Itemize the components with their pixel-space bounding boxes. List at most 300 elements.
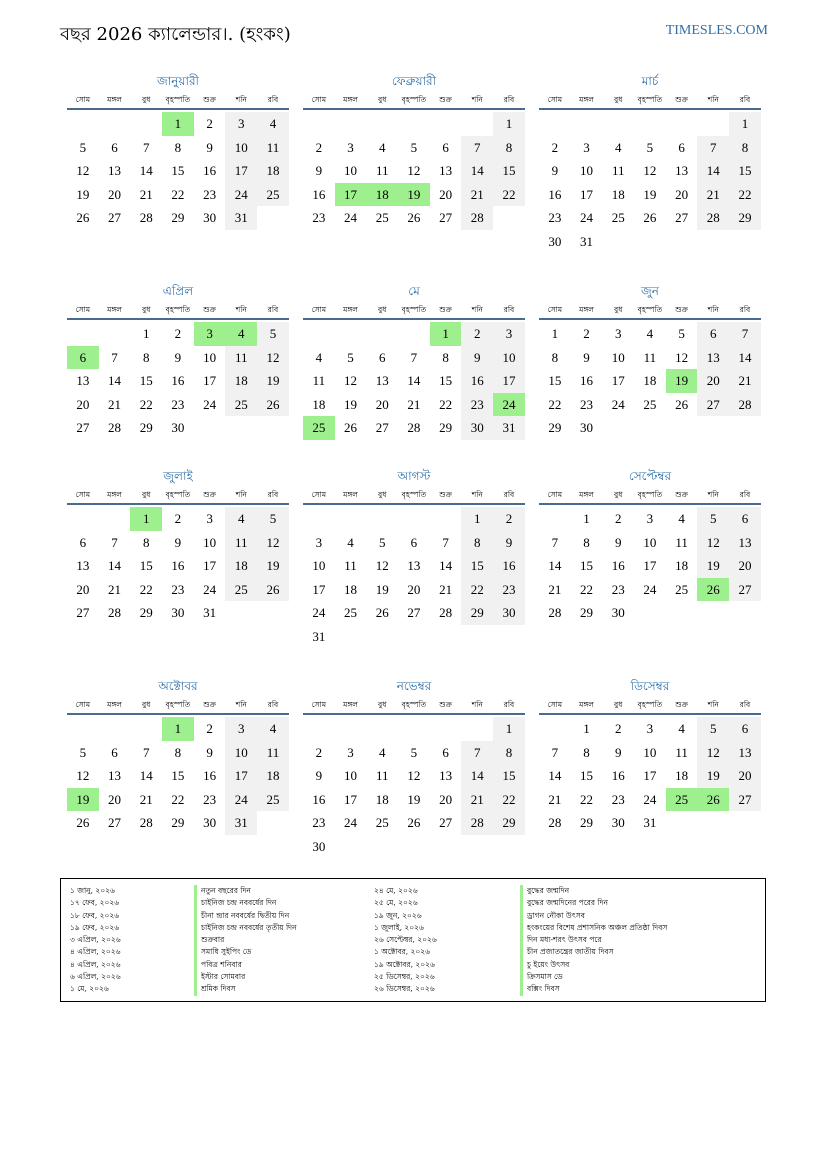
day-cell: 7 [442,534,449,550]
weekday-label: রবি [503,490,515,499]
day-cell: 18 [344,581,358,597]
day-cell: 14 [548,768,562,783]
day-cell: 4 [225,507,257,531]
empty-cell [99,112,131,136]
day-grid [303,507,525,648]
day-cell: 2 [315,744,323,760]
day-cell: 20 [697,369,729,393]
day-cell: 8 [142,349,150,365]
day-cell: 22 [580,581,594,597]
weekday-label: বৃহস্পতি [637,95,663,104]
day-cell: 13 [439,163,453,178]
weekday-label: রবি [503,95,515,104]
weekday-header [67,301,289,320]
empty-cell [666,416,698,440]
day-cell: 3 [347,139,354,155]
day-cell: 29 [171,210,185,225]
weekday-label: সোম [311,95,327,104]
day-cell: 17 [643,768,657,783]
day-cell: 27 [439,210,453,225]
month-block [67,466,289,625]
day-cell: 8 [493,136,525,160]
day-cell: 5 [646,139,654,155]
day-cell: 9 [493,531,525,555]
weekday-header [539,486,761,505]
day-cell: 1 [729,112,761,136]
day-cell: 16 [312,791,326,807]
day-cell: 28 [139,210,153,225]
weekday-header [539,91,761,110]
month-name: এপ্রিল [162,284,194,298]
day-cell: 11 [225,346,257,370]
day-cell: 11 [257,741,289,765]
weekday-label: বৃহস্পতি [165,95,191,104]
holiday-name: দিন মধ্য-শরৎ উৎসব পরে [520,934,667,946]
empty-cell [398,717,430,741]
day-cell: 26 [675,396,689,412]
day-cell: 23 [461,393,493,417]
weekday-header [67,91,289,110]
holiday-name: শ্রমিক দিবস [194,983,297,995]
day-cell: 2 [583,326,590,341]
day-cell: 13 [108,163,122,178]
site-link[interactable]: TIMESLES.COM [665,23,768,38]
weekday-label: মঙ্গল [343,95,358,104]
day-cell: 24 [344,815,358,830]
empty-cell [461,112,493,136]
day-cell: 6 [79,534,87,550]
day-cell: 25 [643,396,657,412]
month-name: ফেব্রুয়ারী [391,74,437,88]
weekday-label: বুধ [614,305,623,314]
day-cell: 17 [312,581,326,597]
day-cell: 28 [108,605,122,620]
day-cell: 18 [225,554,257,578]
empty-cell [303,322,335,346]
weekday-label: সোম [547,700,563,709]
day-cell: 28 [139,815,153,830]
day-cell: 25 [225,393,257,417]
day-cell: 11 [312,373,326,388]
day-cell: 3 [493,322,525,346]
day-cell: 8 [551,349,559,365]
day-cell: 6 [442,744,449,760]
weekday-header [303,301,525,320]
day-cell: 6 [678,139,685,155]
day-cell: 27 [675,210,689,225]
empty-cell [729,811,761,835]
day-grid [539,507,761,625]
day-cell: 3 [225,112,257,136]
weekday-label: বৃহস্পতি [165,700,191,709]
day-cell: 26 [257,393,289,417]
holiday-name: বুদ্ধের জন্মদিনের পরের দিন [520,897,667,909]
day-cell: 10 [643,744,657,760]
day-cell: 27 [108,815,122,830]
month-block [303,676,525,858]
day-cell: 16 [171,373,185,388]
day-cell: 22 [580,791,594,807]
day-cell: 14 [548,558,562,573]
day-cell: 12 [257,346,289,370]
weekday-label: শুক্র [439,95,452,104]
month-block [67,281,289,440]
day-cell: 12 [675,349,689,365]
day-cell: 10 [225,136,257,160]
holiday-date: ৬ এপ্রিল, ২০২৬ [70,972,121,982]
day-cell: 23 [171,581,185,597]
day-cell: 29 [729,206,761,230]
day-cell: 7 [551,534,559,550]
empty-cell [634,416,666,440]
day-cell: 6 [111,139,118,155]
holiday-day-cell: 26 [697,788,729,812]
day-cell: 31 [643,815,657,830]
day-cell: 16 [580,373,594,388]
month-block [303,466,525,648]
day-cell: 21 [407,396,421,412]
day-cell: 21 [439,581,453,597]
day-cell: 29 [493,811,525,835]
day-cell: 31 [580,233,594,249]
empty-cell [666,112,698,136]
page-title: বছর 2026 ক্যালেন্ডার।. (হংকং) [60,24,291,45]
weekday-label: শনি [471,305,483,314]
day-cell: 7 [142,139,150,155]
month-block [67,71,289,230]
day-cell: 10 [203,349,217,365]
day-cell: 18 [643,373,657,388]
day-cell: 6 [111,744,118,760]
weekday-label: বুধ [142,305,151,314]
day-cell: 5 [410,139,418,155]
weekday-label: বুধ [142,490,151,499]
empty-cell [99,717,131,741]
day-cell: 30 [493,601,525,625]
day-cell: 7 [729,322,761,346]
day-cell: 23 [203,186,217,202]
day-cell: 30 [312,838,326,854]
weekday-label: বৃহস্পতি [637,490,663,499]
empty-cell [303,717,335,741]
empty-cell [398,322,430,346]
weekday-label: সোম [75,95,91,104]
empty-cell [366,625,398,649]
day-cell: 25 [257,183,289,207]
day-cell: 21 [548,791,562,807]
day-cell: 17 [493,369,525,393]
day-cell: 4 [646,326,654,341]
day-cell: 20 [407,581,421,597]
day-cell: 10 [203,534,217,550]
month-name: নভেম্বর [396,679,432,693]
month-name: জুন [641,284,659,298]
day-cell: 4 [315,349,323,365]
day-cell: 9 [206,744,213,760]
weekday-label: শনি [707,305,719,314]
day-cell: 1 [142,326,150,341]
day-cell: 16 [203,768,217,783]
empty-cell [257,416,289,440]
day-cell: 26 [407,210,421,225]
day-cell: 25 [375,210,389,225]
weekday-label: মঙ্গল [343,700,358,709]
weekday-label: শুক্র [439,305,452,314]
day-cell: 25 [344,605,358,620]
weekday-label: সোম [75,700,91,709]
weekday-label: বৃহস্পতি [401,305,427,314]
weekday-label: বুধ [142,95,151,104]
day-cell: 3 [206,511,213,526]
day-cell: 8 [442,349,449,365]
weekday-label: শনি [235,95,247,104]
day-cell: 4 [678,721,685,736]
holiday-day-cell: 19 [398,183,430,207]
day-cell: 22 [461,578,493,602]
day-cell: 15 [439,373,453,388]
day-cell: 29 [439,420,453,435]
weekday-label: রবি [739,305,751,314]
day-cell: 4 [347,534,354,550]
day-cell: 18 [675,558,689,573]
day-cell: 21 [139,791,153,807]
day-cell: 23 [493,578,525,602]
empty-cell [493,206,525,230]
day-cell: 7 [142,744,150,760]
empty-cell [666,601,698,625]
day-cell: 14 [108,558,122,573]
day-cell: 12 [407,163,421,178]
day-cell: 16 [611,558,625,573]
day-cell: 4 [257,717,289,741]
weekday-label: শনি [235,305,247,314]
day-cell: 27 [439,815,453,830]
day-cell: 16 [461,369,493,393]
day-cell: 18 [257,159,289,183]
day-cell: 8 [493,741,525,765]
day-cell: 9 [315,163,323,178]
empty-cell [666,811,698,835]
day-cell: 26 [375,605,389,620]
day-cell: 25 [675,581,689,597]
day-cell: 12 [697,741,729,765]
day-cell: 11 [611,163,625,178]
day-cell: 9 [174,534,182,550]
empty-cell [398,507,430,531]
day-cell: 11 [675,744,688,760]
day-cell: 22 [493,183,525,207]
month-name: অক্টোবর [158,679,198,693]
empty-cell [729,230,761,254]
day-cell: 23 [312,210,326,225]
day-cell: 30 [580,420,594,435]
day-cell: 16 [203,163,217,178]
empty-cell [461,625,493,649]
weekday-header [303,696,525,715]
weekday-label: শুক্র [675,305,688,314]
day-grid [303,717,525,858]
holiday-day-cell: 19 [666,369,698,393]
day-cell: 16 [312,186,326,202]
day-cell: 6 [378,349,386,365]
day-cell: 20 [76,396,90,412]
weekday-header [67,486,289,505]
day-cell: 10 [312,558,326,573]
weekday-label: রবি [739,700,751,709]
day-cell: 24 [643,791,657,807]
day-grid [303,322,525,440]
day-cell: 20 [108,791,122,807]
weekday-label: মঙ্গল [107,700,122,709]
day-cell: 19 [697,764,729,788]
day-cell: 30 [611,815,625,830]
day-cell: 24 [611,396,625,412]
day-cell: 10 [344,163,358,178]
empty-cell [366,717,398,741]
weekday-label: শুক্র [203,305,216,314]
day-cell: 22 [139,581,153,597]
empty-cell [194,416,226,440]
empty-cell [130,717,162,741]
day-cell: 28 [548,815,562,830]
day-grid [67,717,289,835]
empty-cell [539,507,571,531]
empty-cell [398,112,430,136]
day-cell: 21 [108,581,122,597]
day-cell: 2 [493,507,525,531]
day-cell: 28 [729,393,761,417]
day-cell: 9 [206,139,213,155]
day-cell: 21 [461,788,493,812]
day-cell: 27 [375,420,389,435]
day-cell: 12 [643,163,657,178]
month-block [539,281,761,440]
empty-cell [430,717,462,741]
day-cell: 18 [225,369,257,393]
weekday-label: মঙ্গল [579,95,594,104]
weekday-label: মঙ্গল [579,490,594,499]
day-cell: 10 [344,768,358,783]
empty-cell [366,112,398,136]
day-cell: 25 [375,815,389,830]
day-cell: 1 [493,717,525,741]
day-cell: 24 [225,183,257,207]
holiday-date: ২৪ মে, ২০২৬ [374,886,418,895]
holiday-date: ২৫ ডিসেম্বর, ২০২৬ [374,972,435,982]
weekday-label: সোম [311,490,327,499]
day-cell: 30 [171,605,185,620]
day-cell: 27 [108,210,122,225]
day-cell: 12 [344,373,358,388]
day-cell: 3 [225,717,257,741]
weekday-label: শুক্র [439,490,452,499]
day-cell: 21 [108,396,122,412]
day-cell: 23 [580,396,594,412]
holiday-day-cell: 24 [493,393,525,417]
day-cell: 13 [375,373,389,388]
day-cell: 20 [439,791,453,807]
day-grid [67,112,289,230]
day-cell: 30 [203,210,217,225]
weekday-header [67,696,289,715]
holiday-name: শুক্রবার [194,934,297,946]
empty-cell [335,625,367,649]
empty-cell [67,322,99,346]
day-cell: 4 [614,139,622,155]
day-cell: 19 [76,186,90,202]
day-cell: 12 [697,531,729,555]
day-cell: 13 [407,558,421,573]
day-cell: 7 [697,136,729,160]
day-cell: 20 [675,186,689,202]
day-cell: 24 [344,210,358,225]
day-cell: 13 [76,558,90,573]
day-cell: 30 [171,420,185,435]
empty-cell [335,835,367,859]
day-cell: 15 [461,554,493,578]
empty-cell [67,507,99,531]
day-cell: 18 [675,768,689,783]
day-cell: 5 [697,717,729,741]
weekday-label: সোম [311,305,327,314]
holiday-date: ১৯ ফেব, ২০২৬ [70,922,120,932]
empty-cell [366,322,398,346]
empty-cell [634,230,666,254]
weekday-label: শুক্র [203,95,216,104]
day-cell: 12 [76,768,90,783]
empty-cell [430,112,462,136]
day-cell: 19 [375,581,389,597]
day-cell: 30 [461,416,493,440]
day-cell: 17 [643,558,657,573]
day-cell: 8 [583,534,590,550]
month-block [539,71,761,253]
day-cell: 13 [76,373,90,388]
empty-cell [461,717,493,741]
day-cell: 1 [583,511,590,526]
day-cell: 25 [257,788,289,812]
day-cell: 8 [583,744,590,760]
day-cell: 23 [203,791,217,807]
holiday-date: ২৬ ডিসেম্বর, ২০২৬ [374,984,435,994]
holiday-name: ড্রাগন নৌকা উৎসব [520,910,667,922]
day-cell: 11 [344,558,357,573]
weekday-label: বৃহস্পতি [401,95,427,104]
day-cell: 27 [729,788,761,812]
weekday-label: শুক্র [203,700,216,709]
day-cell: 4 [678,511,685,526]
empty-cell [602,112,634,136]
empty-cell [130,112,162,136]
empty-cell [602,230,634,254]
weekday-label: বুধ [378,305,387,314]
day-cell: 13 [108,768,122,783]
day-cell: 23 [312,815,326,830]
weekday-label: বুধ [142,700,151,709]
weekday-label: বুধ [378,700,387,709]
day-cell: 20 [375,396,389,412]
weekday-label: শুক্র [675,490,688,499]
holiday-name: ইস্টার সোমবার [194,971,297,983]
holiday-name: সমাধি সুইপিং ডে [194,946,297,958]
day-cell: 10 [580,163,594,178]
day-cell: 7 [111,534,118,550]
empty-cell [697,601,729,625]
holiday-date: ১৯ অক্টোবর, ২০২৬ [374,959,435,969]
day-cell: 26 [257,578,289,602]
day-cell: 15 [493,764,525,788]
holiday-dates-right [374,885,437,996]
